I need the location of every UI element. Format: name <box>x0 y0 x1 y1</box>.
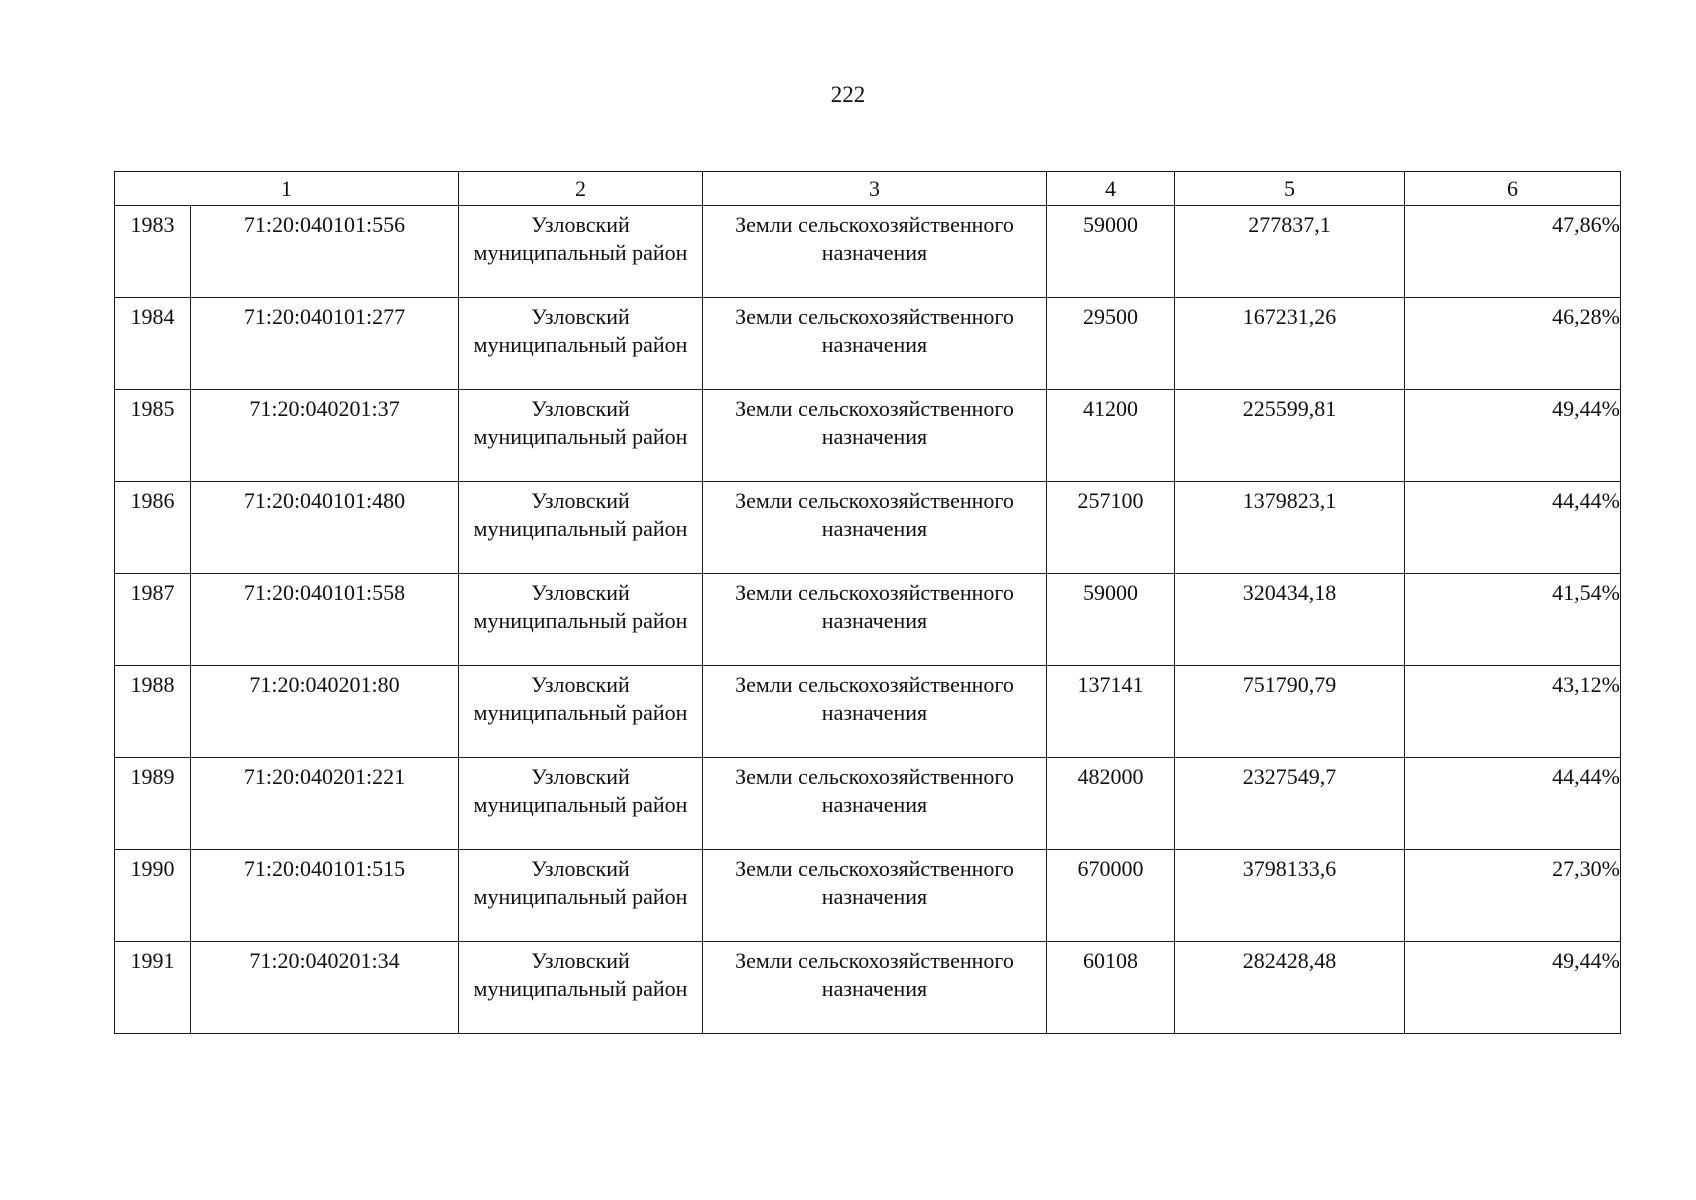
table-row <box>115 482 1621 574</box>
table-row <box>115 942 1621 1034</box>
header-cell: 2 <box>459 172 703 206</box>
plot-area: 257100 <box>1047 482 1175 574</box>
district-name: Узловский муниципальный район <box>459 850 703 942</box>
row-number: 1983 <box>115 206 191 298</box>
district-name: Узловский муниципальный район <box>459 574 703 666</box>
percent-value: 44,44% <box>1405 758 1621 850</box>
header-row <box>115 172 1621 206</box>
table-row <box>115 298 1621 390</box>
cadastral-value: 167231,26 <box>1175 298 1405 390</box>
land-category: Земли сельскохозяйственного назначения <box>703 206 1047 298</box>
cadastral-value: 225599,81 <box>1175 390 1405 482</box>
cadastral-value: 1379823,1 <box>1175 482 1405 574</box>
cadastral-number: 71:20:040101:277 <box>191 298 459 390</box>
page-number: 222 <box>830 82 866 107</box>
row-number: 1989 <box>115 758 191 850</box>
cadastral-number: 71:20:040101:558 <box>191 574 459 666</box>
table-row <box>115 206 1621 298</box>
district-name: Узловский муниципальный район <box>459 666 703 758</box>
district-name: Узловский муниципальный район <box>459 206 703 298</box>
row-number: 1985 <box>115 390 191 482</box>
plot-area: 482000 <box>1047 758 1175 850</box>
row-number: 1990 <box>115 850 191 942</box>
plot-area: 59000 <box>1047 574 1175 666</box>
land-category: Земли сельскохозяйственного назначения <box>703 666 1047 758</box>
table-row <box>115 850 1621 942</box>
land-category: Земли сельскохозяйственного назначения <box>703 574 1047 666</box>
percent-value: 49,44% <box>1405 942 1621 1034</box>
district-name: Узловский муниципальный район <box>459 758 703 850</box>
table-row <box>115 574 1621 666</box>
district-name: Узловский муниципальный район <box>459 942 703 1034</box>
percent-value: 47,86% <box>1405 206 1621 298</box>
district-name: Узловский муниципальный район <box>459 390 703 482</box>
land-category: Земли сельскохозяйственного назначения <box>703 758 1047 850</box>
cadastral-number: 71:20:040101:480 <box>191 482 459 574</box>
cadastral-value: 751790,79 <box>1175 666 1405 758</box>
row-number: 1984 <box>115 298 191 390</box>
cadastral-number: 71:20:040201:37 <box>191 390 459 482</box>
plot-area: 670000 <box>1047 850 1175 942</box>
header-cell: 3 <box>703 172 1047 206</box>
percent-value: 46,28% <box>1405 298 1621 390</box>
cadastral-number: 71:20:040201:221 <box>191 758 459 850</box>
district-name: Узловский муниципальный район <box>459 298 703 390</box>
percent-value: 43,12% <box>1405 666 1621 758</box>
row-number: 1991 <box>115 942 191 1034</box>
header-cell: 4 <box>1047 172 1175 206</box>
district-name: Узловский муниципальный район <box>459 482 703 574</box>
cadastral-value: 3798133,6 <box>1175 850 1405 942</box>
cadastral-number: 71:20:040201:80 <box>191 666 459 758</box>
cadastral-value: 282428,48 <box>1175 942 1405 1034</box>
cadastral-value: 320434,18 <box>1175 574 1405 666</box>
cadastral-number: 71:20:040201:34 <box>191 942 459 1034</box>
table-row <box>115 390 1621 482</box>
plot-area: 60108 <box>1047 942 1175 1034</box>
row-number: 1987 <box>115 574 191 666</box>
plot-area: 41200 <box>1047 390 1175 482</box>
header-cell: 1 <box>115 172 459 206</box>
land-plots-table <box>114 171 1621 1034</box>
percent-value: 44,44% <box>1405 482 1621 574</box>
row-number: 1988 <box>115 666 191 758</box>
cadastral-number: 71:20:040101:515 <box>191 850 459 942</box>
header-cell: 6 <box>1405 172 1621 206</box>
header-cell: 5 <box>1175 172 1405 206</box>
land-category: Земли сельскохозяйственного назначения <box>703 482 1047 574</box>
land-category: Земли сельскохозяйственного назначения <box>703 850 1047 942</box>
cadastral-value: 2327549,7 <box>1175 758 1405 850</box>
cadastral-value: 277837,1 <box>1175 206 1405 298</box>
row-number: 1986 <box>115 482 191 574</box>
land-category: Земли сельскохозяйственного назначения <box>703 942 1047 1034</box>
land-category: Земли сельскохозяйственного назначения <box>703 298 1047 390</box>
percent-value: 41,54% <box>1405 574 1621 666</box>
plot-area: 137141 <box>1047 666 1175 758</box>
plot-area: 29500 <box>1047 298 1175 390</box>
percent-value: 27,30% <box>1405 850 1621 942</box>
cadastral-number: 71:20:040101:556 <box>191 206 459 298</box>
plot-area: 59000 <box>1047 206 1175 298</box>
table-row <box>115 666 1621 758</box>
land-category: Земли сельскохозяйственного назначения <box>703 390 1047 482</box>
percent-value: 49,44% <box>1405 390 1621 482</box>
table-row <box>115 758 1621 850</box>
